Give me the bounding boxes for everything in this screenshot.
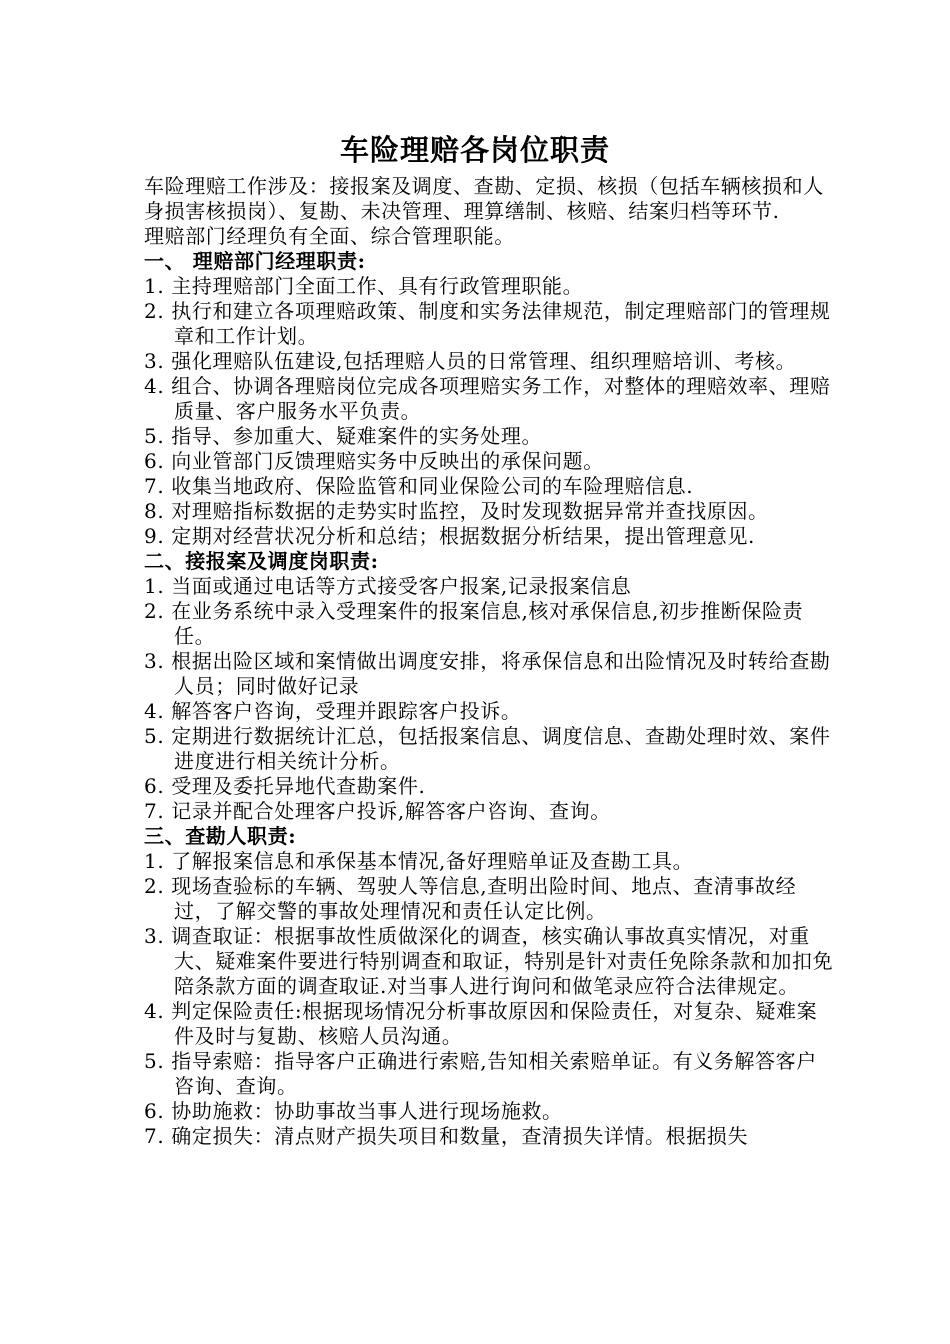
section-heading: 一、 理赔部门经理职责: (144, 249, 366, 273)
list-item: 1. 主持理赔部门全面工作、具有行政管理职能。 (144, 274, 584, 298)
list-item: 9. 定期对经营状况分析和总结；根据数据分析结果，提出管理意见. (144, 524, 755, 548)
list-item: 4. 解答客户咨询，受理并跟踪客户投诉。 (144, 699, 522, 723)
list-item: 5. 指导、参加重大、疑难案件的实务处理。 (144, 424, 543, 448)
intro-paragraph: 车险理赔工作涉及：接报案及调度、查勘、定损、核损（包括车辆核损和人身损害核损岗）、复勘、未决管理、理算缮制、核赔、结案归档等环节. (144, 174, 824, 223)
section-manager (144, 249, 834, 549)
list-item: 3. 根据出险区域和案情做出调度安排，将承保信息和出险情况及时转给查勘人员；同时做好记录 (144, 649, 831, 698)
list-item: 3. 调查取证：根据事故性质做深化的调查，核实确认事故真实情况，对重大、疑难案件要进行特别调查和取证，特别是针对责任免除条款和加扣免陪条款方面的调查取证.对当事人进行询问和做笔录应符合法律规定。 (144, 924, 834, 998)
section-surveyor (144, 824, 834, 1149)
list-item: 7. 收集当地政府、保险监管和同业保险公司的车险理赔信息. (144, 474, 694, 498)
list-item: 4. 组合、协调各理赔岗位完成各项理赔实务工作，对整体的理赔效率、理赔质量、客户服务水平负责。 (144, 374, 831, 423)
list-item: 6. 受理及委托异地代查勘案件. (144, 774, 426, 798)
list-item: 2. 在业务系统中录入受理案件的报案信息,核对承保信息,初步推断保险责任。 (144, 599, 804, 648)
section-dispatch (144, 549, 834, 824)
document-body (144, 174, 834, 1149)
list-item: 4. 判定保险责任:根据现场情况分析事故原因和保险责任，对复杂、疑难案件及时与复勘、核赔人员沟通。 (144, 999, 818, 1048)
list-item: 2. 执行和建立各项理赔政策、制度和实务法律规范，制定理赔部门的管理规章和工作计划。 (144, 299, 831, 348)
list-item: 5. 指导索赔：指导客户正确进行索赔,告知相关索赔单证。有义务解答客户咨询、查询。 (144, 1049, 817, 1098)
section-heading: 三、查勘人职责: (144, 824, 297, 848)
document-title: 车险理赔各岗位职责 (339, 133, 610, 167)
section-heading: 二、接报案及调度岗职责: (144, 549, 379, 573)
list-item: 3. 强化理赔队伍建设,包括理赔人员的日常管理、组织理赔培训、考核。 (144, 349, 797, 373)
list-item: 6. 向业管部门反馈理赔实务中反映出的承保问题。 (144, 449, 604, 473)
list-item: 7. 确定损失：清点财产损失项目和数量，查清损失详情。根据损失 (144, 1124, 749, 1148)
list-item: 2. 现场查验标的车辆、驾驶人等信息,查明出险时间、地点、查清事故经过，了解交警的事故处理情况和责任认定比例。 (144, 874, 797, 923)
list-item: 1. 当面或通过电话等方式接受客户报案,记录报案信息 (144, 574, 632, 598)
intro-paragraph: 理赔部门经理负有全面、综合管理职能。 (144, 224, 515, 248)
list-item: 1. 了解报案信息和承保基本情况,备好理赔单证及查勘工具。 (144, 849, 694, 873)
list-item: 6. 协助施救：协助事故当事人进行现场施救。 (144, 1099, 563, 1123)
list-item: 7. 记录并配合处理客户投诉,解答客户咨询、查询。 (144, 799, 611, 823)
list-item: 5. 定期进行数据统计汇总，包括报案信息、调度信息、查勘处理时效、案件进度进行相关统计分析。 (144, 724, 831, 773)
list-item: 8. 对理赔指标数据的走势实时监控，及时发现数据异常并查找原因。 (144, 499, 769, 523)
